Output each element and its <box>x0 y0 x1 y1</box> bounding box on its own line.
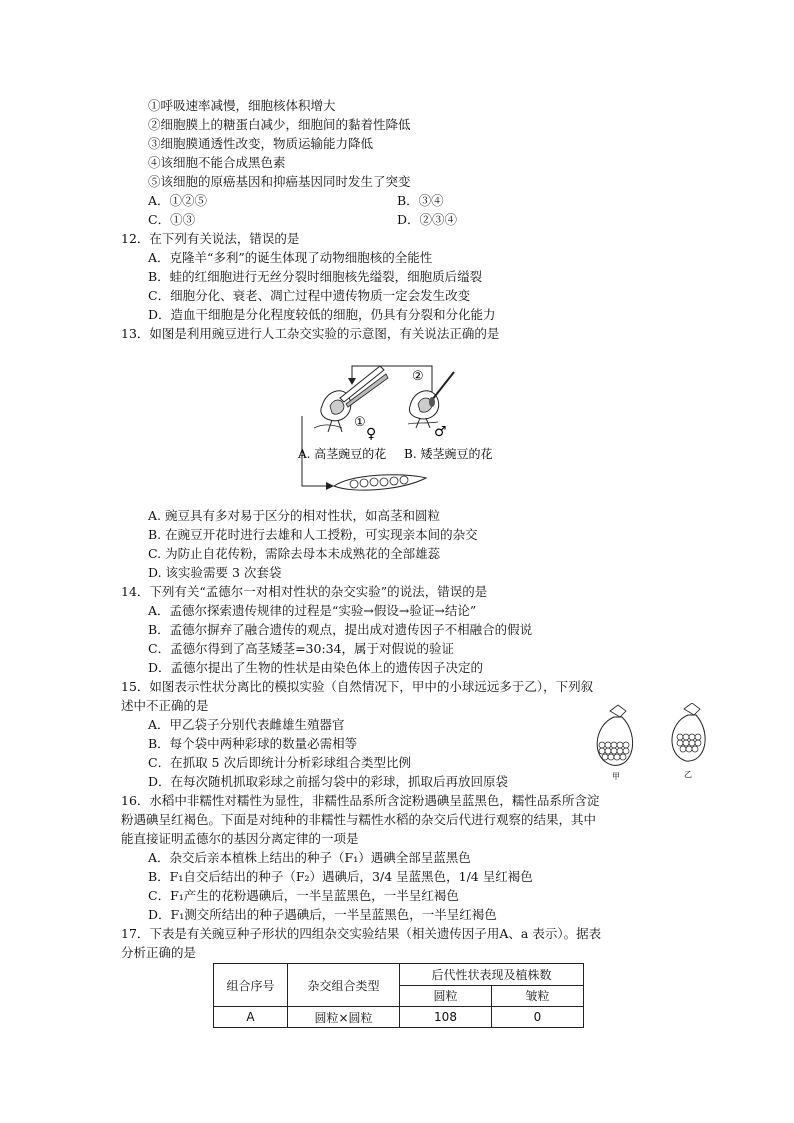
q12-option-d: D．造血干细胞是分化程度较低的细胞，仍具有分裂和分化能力 <box>148 307 496 322</box>
q14-option-c: C．孟德尔得到了高茎矮茎=30:34，属于对假说的验证 <box>148 641 455 656</box>
bags-figure <box>588 703 718 783</box>
q11-option-d: D．②③④ <box>397 212 458 227</box>
q11-item-1: ①呼吸速率减慢，细胞核体积增大 <box>148 98 336 113</box>
q14-stem: 14．下列有关“孟德尔一对相对性状的杂交实验”的说法，错误的是 <box>121 584 488 599</box>
q12-option-a: A．克隆羊“多利”的诞生体现了动物细胞核的全能性 <box>148 250 433 265</box>
header-round: 圆粒 <box>400 985 492 1007</box>
q14-option-a: A．孟德尔探索遗传规律的过程是“实验→假设→验证→结论” <box>148 603 477 618</box>
q13-option-d: D. 该实验需要 3 次套袋 <box>148 565 282 580</box>
brush-icon <box>429 372 454 407</box>
male-symbol: ♂ <box>434 424 447 440</box>
figure-label-a: A. 高茎豌豆的花 <box>298 447 387 461</box>
q11-item-4: ④该细胞不能合成黑色素 <box>148 155 286 170</box>
table-row <box>214 1007 584 1028</box>
pea-pod-icon <box>334 475 426 490</box>
q15-option-b: B．每个袋中两种彩球的数量必需相等 <box>148 736 358 751</box>
q13-option-c: C. 为防止自花传粉，需除去母本未成熟花的全部雄蕊 <box>148 546 441 561</box>
q16-stem-1: 16．水稻中非糯性对糯性为显性，非糯性品系所含淀粉遇碘呈蓝黑色，糯性品系所含淀 <box>121 793 600 808</box>
q11-option-b: B．③④ <box>397 193 444 208</box>
q16-option-b: B．F₁自交后结出的种子（F₂）遇碘后，3/4 呈蓝黑色，1/4 呈红褐色 <box>148 869 533 884</box>
q16-option-d: D．F₁测交所结出的种子遇碘后，一半呈蓝黑色，一半呈红褐色 <box>148 907 497 922</box>
q15-stem-2: 述中不正确的是 <box>121 698 209 713</box>
q11-item-2: ②细胞膜上的糖蛋白减少，细胞间的黏着性降低 <box>148 117 411 132</box>
bags-diagram <box>588 703 718 783</box>
header-wrinkled: 皱粒 <box>492 985 584 1007</box>
q11-option-a: A．①②⑤ <box>148 193 208 208</box>
cell-index: A <box>214 1007 288 1028</box>
q16-stem-2: 粉遇碘呈红褐色。下面是对纯种的非糯性与糯性水稻的杂交后代进行观察的结果，其中 <box>121 812 597 827</box>
q15-option-d: D．在每次随机抓取彩球之前摇匀袋中的彩球，抓取后再放回原袋 <box>148 774 509 789</box>
q15-option-a: A．甲乙袋子分别代表雌雄生殖器官 <box>148 717 345 732</box>
bag-yi-icon <box>672 703 705 761</box>
q14-option-b: B．孟德尔摒弃了融合遗传的观点，提出成对遗传因子不相融合的假说 <box>148 622 533 637</box>
figure-label-b: B. 矮茎豌豆的花 <box>404 447 493 461</box>
header-index: 组合序号 <box>214 964 288 1007</box>
q11-option-c: C．①③ <box>148 212 196 227</box>
results-table <box>213 963 584 1028</box>
q16-option-a: A．杂交后亲本植株上结出的种子（F₁）遇碘全部呈蓝黑色 <box>148 850 471 865</box>
cell-round: 108 <box>400 1007 492 1028</box>
q13-option-b: B. 在豌豆开花时进行去雄和人工授粉，可实现亲本间的杂交 <box>148 527 478 542</box>
q11-item-5: ⑤该细胞的原癌基因和抑癌基因同时发生了突变 <box>148 174 411 189</box>
q13-option-a: A. 豌豆具有多对易于区分的相对性状，如高茎和圆粒 <box>148 508 440 523</box>
q14-option-d: D．孟德尔提出了生物的性状是由染色体上的遗传因子决定的 <box>148 660 484 675</box>
cell-cross-type: 圆粒×圆粒 <box>288 1007 400 1028</box>
pea-cross-figure <box>292 358 504 518</box>
bag-label-yi: 乙 <box>684 770 692 779</box>
cell-wrinkled: 0 <box>492 1007 584 1028</box>
header-offspring: 后代性状表现及植株数 <box>400 964 584 986</box>
q12-option-b: B．蛙的红细胞进行无丝分裂时细胞核先缢裂，细胞质后缢裂 <box>148 269 483 284</box>
pea-cross-diagram <box>292 358 504 518</box>
q15-stem-1: 15．如图表示性状分离比的模拟实验（自然情况下，甲中的小球远远多于乙），下列叙 <box>121 679 594 694</box>
q13-stem: 13．如图是利用豌豆进行人工杂交实验的示意图，有关说法正确的是 <box>121 326 500 341</box>
figure-mark-1: ① <box>354 415 366 430</box>
q17-stem-1: 17．下表是有关豌豆种子形状的四组杂交实验结果（相关遗传因子用A、a 表示）。据表 <box>121 926 602 941</box>
bag-jia-icon <box>597 705 632 765</box>
q12-stem: 12．在下列有关说法，错误的是 <box>121 231 300 246</box>
q16-stem-3: 能直接证明孟德尔的基因分离定律的一项是 <box>121 831 359 846</box>
bag-label-jia: 甲 <box>612 772 620 781</box>
q17-stem-2: 分析正确的是 <box>121 945 197 960</box>
female-symbol: ♀ <box>366 426 377 442</box>
figure-mark-2: ② <box>412 369 424 384</box>
q15-option-c: C．在抓取 5 次后即统计分析彩球组合类型比例 <box>148 755 411 770</box>
q11-item-3: ③细胞膜通透性改变，物质运输能力降低 <box>148 136 374 151</box>
header-cross-type: 杂交组合类型 <box>288 964 400 1007</box>
q12-option-c: C．细胞分化、衰老、凋亡过程中遗传物质一定会发生改变 <box>148 288 471 303</box>
q16-option-c: C．F₁产生的花粉遇碘后，一半呈蓝黑色，一半呈红褐色 <box>148 888 459 903</box>
